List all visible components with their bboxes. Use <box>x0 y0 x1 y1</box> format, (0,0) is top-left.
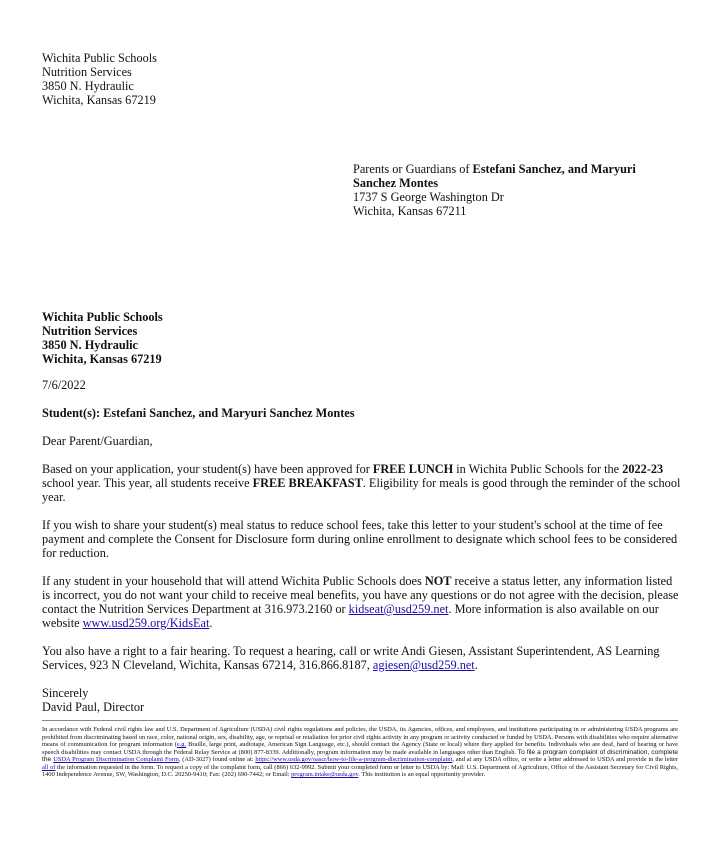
sender-street: 3850 N. Hydraulic <box>42 79 134 93</box>
disclaimer-text: In accordance with Federal civil rights law and U.S. Department of Agriculture (USDA) civil rights regulations and policies, the USDA, its Agencies, offices, and employees, and institutions participating in or administering USDA programs are prohibited from discriminating based on race, color, national origin, sex, disability, age, or reprisal or retaliation for prior civil rights activity in any program or activity conducted or funded by USDA. Persons with disabilities who require alternative means of communication for program information ( <box>42 726 678 749</box>
return-city: Wichita, Kansas 67219 <box>42 352 162 366</box>
hearing-text: . <box>474 658 478 672</box>
eg-link[interactable]: e.g. <box>176 741 187 749</box>
fee-reduction-paragraph: If you wish to share your student(s) meal status to reduce school fees, take this letter to your student's school at the time of fee payment and complete the Consent for Disclosure form during online enrollment to designate which school fees to be considered for reduction. <box>42 518 678 560</box>
contact-text: . <box>209 616 213 630</box>
recipient-city: Wichita, Kansas 67211 <box>353 204 467 218</box>
approval-text: Based on your application, your student(s) have been approved for <box>42 462 373 476</box>
school-year-emphasis: 2022-23 <box>622 462 664 476</box>
closing <box>42 686 144 714</box>
sender-department: Nutrition Services <box>42 65 132 79</box>
recipient-address <box>353 162 636 218</box>
disclaimer-complaint-text: To file a program complaint of discrimination, complete the <box>42 748 678 764</box>
free-lunch-emphasis: FREE LUNCH <box>372 462 454 476</box>
agiesen-email-link[interactable]: agiesen@usd259.net <box>372 658 475 672</box>
recipient-street: 1737 S George Washington Dr <box>353 190 504 204</box>
letter-date: 7/6/2022 <box>42 378 86 392</box>
usda-disclaimer <box>42 726 678 779</box>
contact-paragraph <box>42 574 682 630</box>
students-line: Student(s): Estefani Sanchez, and Maryuri Sanchez Montes <box>42 406 355 420</box>
contact-text: . More information is also available on our website <box>42 602 659 630</box>
all-of-link[interactable]: all of <box>42 763 56 771</box>
kidseat-email-link[interactable]: kidseat@usd259.net <box>348 602 449 616</box>
return-department: Nutrition Services <box>42 324 138 338</box>
footer-divider <box>42 720 678 721</box>
contact-text: receive a status letter, any information listed is incorrect, you do not want your child to receive meal benefits, you have any questions or do not agree with the decision, please contact the Nutrition Services Department at 316.973.2160 or <box>42 574 679 616</box>
contact-text: If any student in your household that will attend Wichita Public Schools does <box>42 574 425 588</box>
recipient-line2 <box>353 176 636 190</box>
sender-address <box>42 51 157 107</box>
disclaimer-text: the information requested in the form. To request a copy of the complaint form, call (866) 632-9992. Submit your completed form or letter to USDA by: Mail: U.S. Department of Agriculture, Office of the Assistant Secretary for Civil Rights, 1400 Independence Avenue, SW, Washington, D.C. 20250-9410; Fax: (202) 690-7442; or Email: <box>42 763 679 779</box>
hearing-paragraph <box>42 644 682 672</box>
kidseat-website-link[interactable]: www.usd259.org/KidsEat <box>82 616 210 630</box>
free-breakfast-emphasis: FREE BREAKFAST <box>252 476 363 490</box>
return-address <box>42 310 163 366</box>
complaint-form-link[interactable]: USDA Program Discrimination Complaint Form <box>53 756 179 764</box>
approval-paragraph <box>42 462 682 504</box>
closing-sincerely: Sincerely <box>42 686 89 700</box>
disclaimer-text: , (AD-3027) found online at: <box>178 756 256 764</box>
not-emphasis: NOT <box>424 574 452 588</box>
return-name: Wichita Public Schools <box>42 310 163 324</box>
recipient-names: Estefani Sanchez, and Maryuri <box>472 162 636 176</box>
recipient-prefix: Parents or Guardians of <box>353 162 473 176</box>
disclaimer-text: . This institution is an equal opportunity provider. <box>358 771 486 779</box>
approval-text: in Wichita Public Schools for the <box>453 462 623 476</box>
return-street: 3850 N. Hydraulic <box>42 338 138 352</box>
approval-text: . Eligibility for meals is good through the reminder of the school year. <box>42 476 681 504</box>
disclaimer-text: , and at any USDA office, or write a letter addressed to USDA and provide in the letter <box>452 756 678 764</box>
approval-text: school year. This year, all students receive <box>42 476 253 490</box>
hearing-text: You also have a right to a fair hearing. To request a hearing, call or write Andi Giesen, Assistant Superintendent, AS Learning Services, 923 N Cleveland, Wichita, Kansas 67214, 316.866.8187, <box>42 644 660 672</box>
program-intake-email-link[interactable]: program.intake@usda.gov <box>291 771 359 779</box>
salutation: Dear Parent/Guardian, <box>42 434 153 448</box>
complaint-url-link[interactable]: https://www.usda.gov/oascr/how-to-file-a-program-discrimination-complaint <box>255 756 453 764</box>
sender-name: Wichita Public Schools <box>42 51 157 65</box>
sender-city: Wichita, Kansas 67219 <box>42 93 156 107</box>
recipient-names-continued: Sanchez Montes <box>353 176 439 190</box>
closing-signer: David Paul, Director <box>42 700 145 714</box>
disclaimer-text: Braille, large print, audiotape, American Sign Language, etc.), should contact the Agency (State or local) where they applied for benefits. Individuals who are deaf, hard of hearing or have speech disabilities may contact USDA through the Federal Relay Service at (800) 877-8339. Additionally, program information may be made available in languages other than English. <box>42 741 678 756</box>
recipient-line1 <box>353 162 636 176</box>
